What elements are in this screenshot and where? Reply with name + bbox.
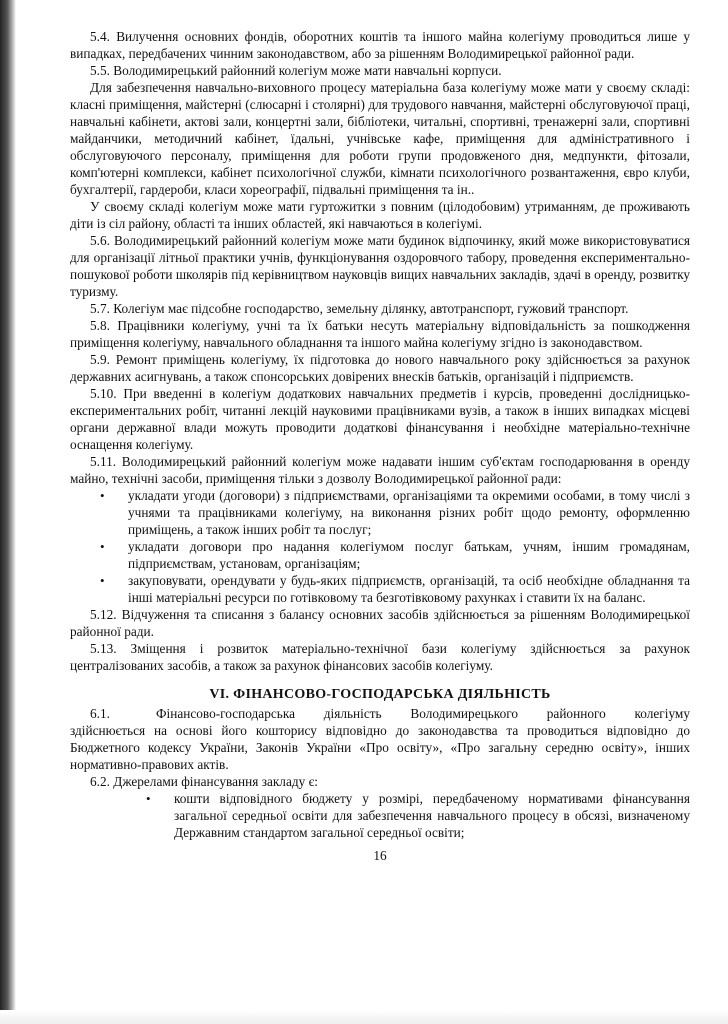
paragraph-5-6: 5.6. Володимирецький районний колегіум може мати будинок відпочинку, який може використовуватися для організації літньої практики учнів, функціонування оздоровчого табору, проведення експериментально-пошукової роботи школярів під керівництвом науковців вищих навчальних закладів, здачі в оренду, розвитку туризму. — [70, 233, 690, 299]
list-item-text: кошти відповідного бюджету у розмірі, передбаченому нормативами фінансування загальної середньої освіти для забезпечення навчального процесу в обсязі, визначеному Державним стандартом загальної середньої освіти; — [174, 791, 690, 840]
document-page — [70, 28, 690, 864]
paragraph-5-9: 5.9. Ремонт приміщень колегіуму, їх підготовка до нового навчального року здійснюється за рахунок державних асигнувань, а також спонсорських довірених внесків батьків, організацій і підприємств. — [70, 352, 690, 384]
paragraph-5-7: 5.7. Колегіум має підсобне господарство, земельну ділянку, автотранспорт, гужовий транспорт. — [90, 301, 629, 316]
paragraph-5-5: 5.5. Володимирецький районний колегіум може мати навчальні корпуси. — [90, 63, 502, 78]
paragraph-dormitory: У своєму складі колегіум може мати гуртожитки з повним (цілодобовим) утриманням, де проживають діти із сіл району, області та інших областей, які навчаються в колегіумі. — [70, 199, 690, 231]
paragraph-6-1-first-line: Фінансово-господарська діяльність Володимирецького районного колегіуму — [156, 706, 690, 721]
paragraph-number: 6.1. — [90, 706, 110, 721]
page-number: 16 — [373, 848, 387, 863]
list-item-text: закуповувати, орендувати у будь-яких підприємств, організацій, та осіб необхідне обладнання та інші матеріальні ресурси по готівковому та безготівковому рахунках і ставити їх на баланс. — [128, 573, 690, 605]
paragraph-5-4: 5.4. Вилучення основних фондів, оборотних коштів та іншого майна колегіуму проводиться лише у випадках, передбачених чинним законодавством, або за рішенням Володимирецької районної ради. — [70, 29, 690, 61]
paragraph-5-13: 5.13. Зміщення і розвиток матеріально-технічної бази колегіуму здійснюється за рахунок централізованих засобів, а також за рахунок фінансових засобів колегіуму. — [70, 641, 690, 673]
list-item — [146, 790, 690, 841]
list-item-text: укладати угоди (договори) з підприємствами, організаціями та окремими особами, в тому числі з учнями та працівниками колегіуму, на виконання різних робіт щодо ремонту, оформленню приміщень, а також інших робіт та послуг; — [128, 488, 690, 537]
scan-bottom-edge — [0, 1010, 728, 1024]
list-item — [100, 572, 690, 606]
bullet-icon: • — [146, 791, 151, 806]
bullet-icon: • — [100, 488, 105, 503]
paragraph-5-11: 5.11. Володимирецький районний колегіум може надавати іншим суб'єктам господарювання в оренду майно, технічні засоби, приміщення тільки з дозволу Володимирецької районної ради: — [70, 454, 690, 486]
paragraph-5-12: 5.12. Відчуження та списання з балансу основних засобів здійснюється за рішенням Володимирецької районної ради. — [70, 607, 690, 639]
list-item — [100, 538, 690, 572]
paragraph-6-2: 6.2. Джерелами фінансування закладу є: — [90, 774, 318, 789]
bullet-icon: • — [100, 539, 105, 554]
list-item — [100, 487, 690, 538]
paragraph-material-base: Для забезпечення навчально-виховного процесу матеріальна база колегіуму може мати у своєму складі: класні приміщення, майстерні (слюсарні і столярні) для трудового навчання, майстерні обслуговуючої праці, навчальні кабінети, актові зали, концертні зали, бібліотеки, читальні, спортивні, тренажерні зали, спортивні майданчики, методичний кабінет, їдальні, учнівське кафе, приміщення для адміністративного і обслуговуючого персоналу, приміщення для роботи групи продовженого дня, медпункти, фітозали, комп'ютерні комплекси, кабінет психологічної служби, кімнати психологічного розвантаження, євро клуби, бухгалтерії, гардероби, класи хореографії, підвальні приміщення та ін.. — [70, 80, 690, 197]
section-heading: VI. ФІНАНСОВО-ГОСПОДАРСЬКА ДІЯЛЬНІСТЬ — [209, 687, 551, 702]
paragraph-5-10: 5.10. При введенні в колегіум додаткових навчальних предметів і курсів, проведенні дослідницько-експериментальних робіт, читанні лекцій науковими працівниками вузів, а також в інших випадках місцеві органи державної влади можуть проводити додаткові фінансування і необхідне матеріально-технічне оснащення колегіуму. — [70, 386, 690, 452]
list-item-text: укладати договори про надання колегіумом послуг батькам, учням, іншим громадянам, підприємствам, установам, організаціям; — [128, 539, 690, 571]
scan-binding-edge — [0, 0, 16, 1024]
paragraph-6-1-rest: здійснюється на основі його кошторису відповідно до законодавства та проводиться відповідно до Бюджетного кодексу України, Законів України «Про освіту», «Про загальну середню освіту», інших нормативно-правових актів. — [70, 723, 690, 772]
bullet-icon: • — [100, 573, 105, 588]
paragraph-6-1 — [70, 705, 690, 722]
paragraph-5-8: 5.8. Працівники колегіуму, учні та їх батьки несуть матеріальну відповідальність за пошкодження приміщення колегіуму, навчального обладнання та іншого майна колегіуму згідно із законодавством. — [70, 318, 690, 350]
